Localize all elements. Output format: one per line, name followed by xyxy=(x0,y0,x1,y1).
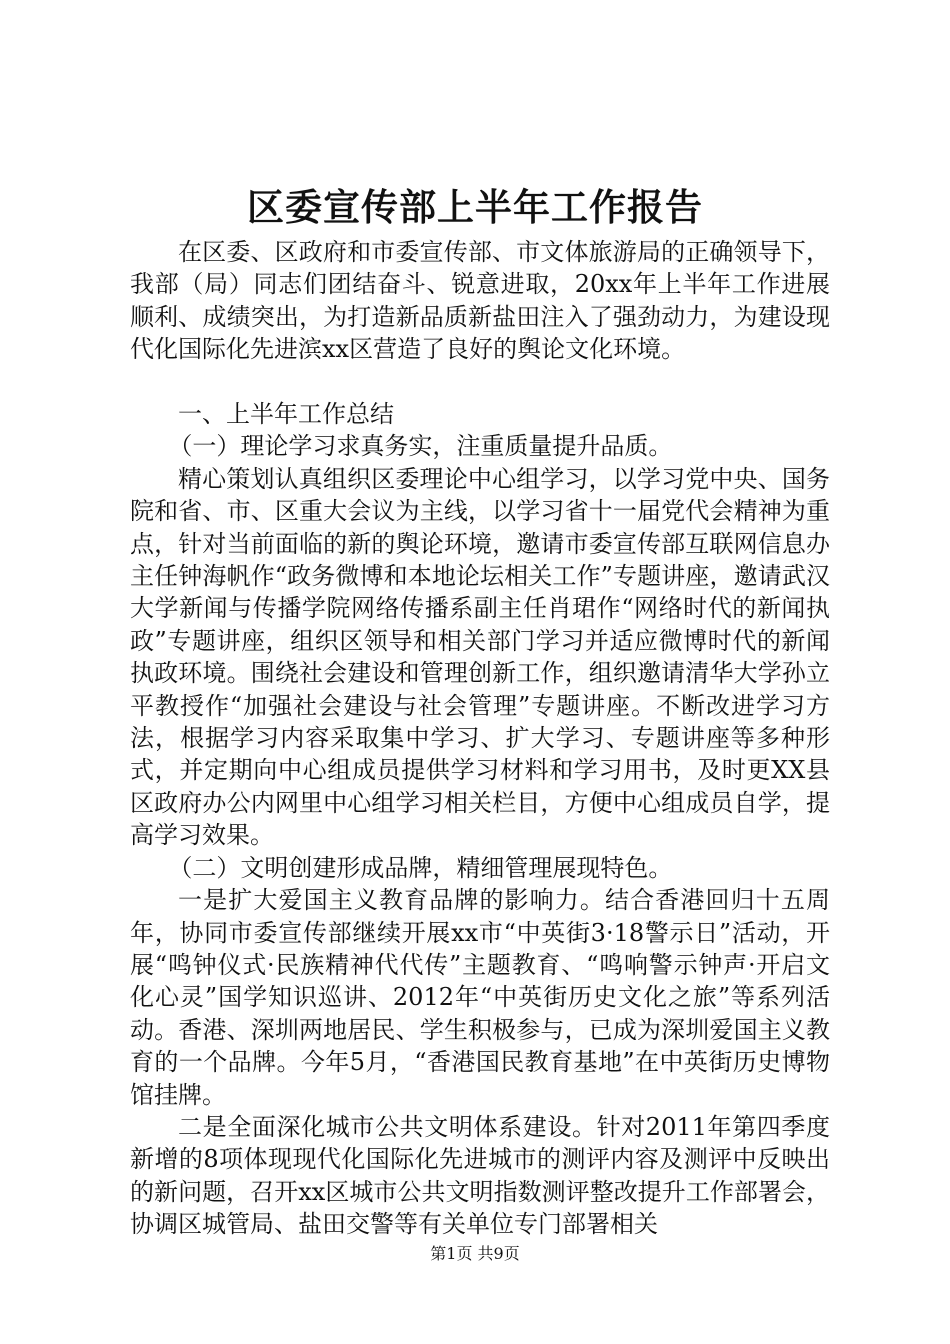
body-paragraph: 二是全面深化城市公共文明体系建设。针对2011年第四季度新增的8项体现现代化国际化先进城市的测评内容及测评中反映出的新问题，召开xx区城市公共文明指数测评整改提升工作部署会，协调区城管局、盐田交警等有关单位专门部署相关 xyxy=(130,1112,830,1239)
document-title: 区委宣传部上半年工作报告 xyxy=(247,185,703,229)
blank-line xyxy=(130,366,830,398)
subsection-heading: （一）理论学习求真务实，注重质量提升品质。 xyxy=(168,432,673,461)
subsection-heading: （二）文明创建形成品牌，精细管理展现特色。 xyxy=(168,853,673,882)
intro-paragraph: 在区委、区政府和市委宣传部、市文体旅游局的正确领导下，我部（局）同志们团结奋斗、锐意进取，20xx年上半年工作进展顺利、成绩突出，为打造新品质新盐田注入了强劲动力，为建设现代化国际化先进滨xx区营造了良好的舆论文化环境。 xyxy=(130,238,830,364)
body-paragraph: 精心策划认真组织区委理论中心组学习，以学习党中央、国务院和省、市、区重大会议为主线，以学习省十一届党代会精神为重点，针对当前面临的新的舆论环境，邀请市委宣传部互联网信息办主任钟海帆作“政务微博和本地论坛相关工作”专题讲座，邀请武汉大学新闻与传播学院网络传播系副主任肖珺作“网络时代的新闻执政”专题讲座，组织区领导和相关部门学习并适应微博时代的新闻执政环境。围绕社会建设和管理创新工作，组织邀请清华大学孙立平教授作“加强社会建设与社会管理”专题讲座。不断改进学习方法，根据学习内容采取集中学习、扩大学习、专题讲座等多种形式，并定期向中心组成员提供学习材料和学习用书，及时更XX县区政府办公内网里中心组学习相关栏目，方便中心组成员自学，提高学习效果。 xyxy=(130,464,830,850)
document-body xyxy=(130,236,830,1241)
section-heading: 一、上半年工作总结 xyxy=(178,400,394,429)
body-paragraph: 一是扩大爱国主义教育品牌的影响力。结合香港回归十五周年，协同市委宣传部继续开展xx市“中英街3·18警示日”活动，开展“鸣钟仪式·民族精神代代传”主题教育、“鸣响警示钟声·开启文化心灵”国学知识巡讲、2012年“中英街历史文化之旅”等系列活动。香港、深圳两地居民、学生积极参与，已成为深圳爱国主义教育的一个品牌。今年5月，“香港国民教育基地”在中英街历史博物馆挂牌。 xyxy=(130,886,830,1109)
page-footer: 第1页 共9页 xyxy=(430,1244,520,1263)
